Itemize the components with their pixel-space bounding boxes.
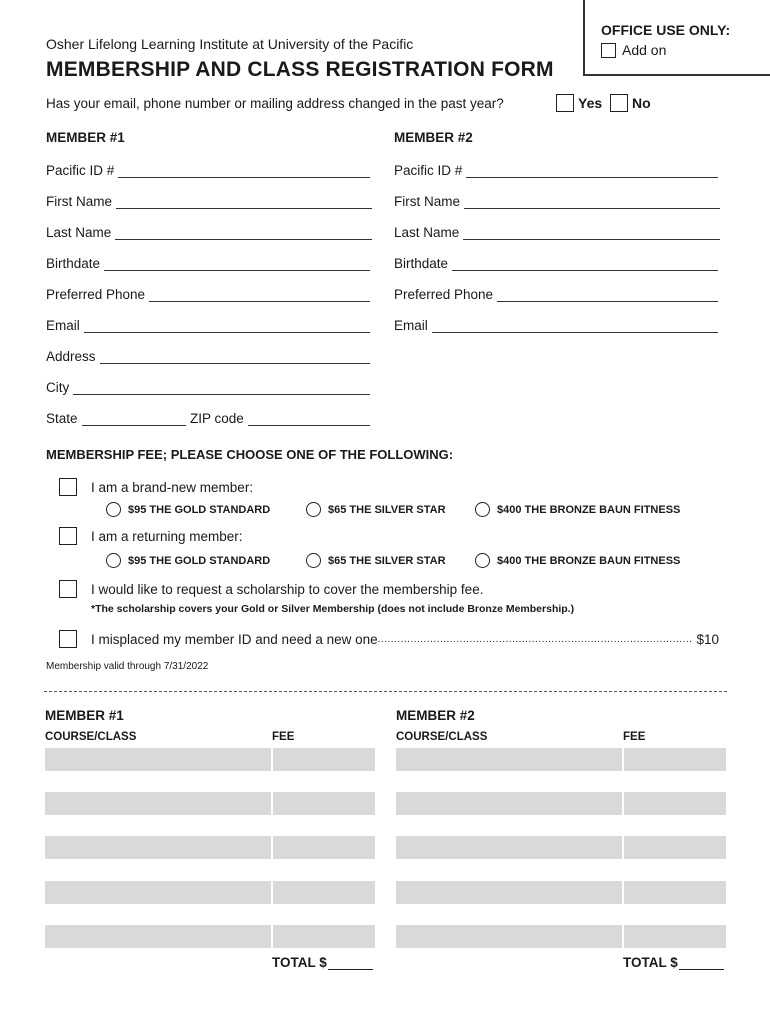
office-use-title: OFFICE USE ONLY: (601, 22, 731, 38)
field-label: Birthdate (394, 256, 449, 271)
yes-label: Yes (578, 95, 603, 111)
field-label: Last Name (394, 225, 460, 240)
field-line (84, 320, 370, 333)
member2-fee-cell[interactable] (624, 925, 726, 948)
member1-last-name-field[interactable] (46, 222, 372, 240)
radio-button[interactable] (106, 553, 121, 568)
returning-silver-radio-option[interactable] (306, 553, 446, 568)
add-on-label: Add on (622, 42, 667, 58)
member1-course-cell[interactable] (45, 925, 271, 948)
radio-button[interactable] (475, 553, 490, 568)
field-label: First Name (394, 194, 461, 209)
add-on-checkbox[interactable] (601, 43, 616, 58)
radio-button[interactable] (475, 502, 490, 517)
member1-course-cell[interactable] (45, 836, 271, 859)
radio-label: $400 THE BRONZE BAUN FITNESS (497, 503, 681, 516)
member1-address-field[interactable] (46, 346, 370, 364)
field-label: Birthdate (46, 256, 101, 271)
member2-course-cell[interactable] (396, 881, 622, 904)
member2-course-cell[interactable] (396, 925, 622, 948)
yes-option (556, 94, 602, 112)
member2-fee-cell[interactable] (624, 748, 726, 771)
member1-fee-cell[interactable] (273, 925, 375, 948)
misplaced-id-price: $10 (696, 631, 719, 647)
new-member-option (59, 478, 253, 496)
member1-course-cell[interactable] (45, 748, 271, 771)
radio-label: $95 THE GOLD STANDARD (128, 554, 271, 567)
misplaced-id-checkbox[interactable] (59, 630, 77, 648)
member2-course-cell[interactable] (396, 792, 622, 815)
member1-heading: MEMBER #1 (46, 130, 125, 145)
field-label: Preferred Phone (394, 287, 494, 302)
field-line (432, 320, 718, 333)
returning-member-checkbox[interactable] (59, 527, 77, 545)
member2-first-name-field[interactable] (394, 191, 720, 209)
radio-button[interactable] (306, 553, 321, 568)
field-label: Last Name (46, 225, 112, 240)
radio-button[interactable] (306, 502, 321, 517)
member2-phone-field[interactable] (394, 284, 718, 302)
field-line (497, 289, 718, 302)
field-label: Email (394, 318, 428, 333)
field-line (100, 351, 370, 364)
member1-city-field[interactable] (46, 377, 370, 395)
field-label: State (46, 411, 78, 426)
member1-phone-field[interactable] (46, 284, 370, 302)
office-use-box (583, 0, 770, 76)
misplaced-id-option (59, 630, 719, 648)
field-line (82, 413, 186, 426)
field-line (104, 258, 370, 271)
member1-birthdate-field[interactable] (46, 253, 370, 271)
member2-course-cell[interactable] (396, 748, 622, 771)
total-label: TOTAL $ (272, 955, 327, 970)
scholarship-option (59, 580, 483, 598)
radio-label: $65 THE SILVER STAR (328, 554, 446, 567)
field-label: City (46, 380, 70, 395)
returning-bronze-radio-option[interactable] (475, 553, 680, 568)
leader-dots: ................................................................................................ (377, 633, 693, 645)
yes-checkbox[interactable] (556, 94, 574, 112)
member1-fee-cell[interactable] (273, 748, 375, 771)
member1-total[interactable] (272, 955, 373, 970)
new-member-checkbox[interactable] (59, 478, 77, 496)
member1-first-name-field[interactable] (46, 191, 372, 209)
add-on-option (601, 42, 666, 58)
field-line (248, 413, 370, 426)
member2-fee-cell[interactable] (624, 792, 726, 815)
member2-pacific-id-field[interactable] (394, 160, 718, 178)
new-gold-radio-option[interactable] (106, 502, 270, 517)
member1-fee-column-header: FEE (272, 731, 295, 743)
field-label: Pacific ID # (394, 163, 463, 178)
member1-fee-cell[interactable] (273, 881, 375, 904)
returning-gold-radio-option[interactable] (106, 553, 270, 568)
member1-fee-cell[interactable] (273, 792, 375, 815)
cut-line-divider (44, 691, 727, 692)
contact-change-question: Has your email, phone number or mailing address changed in the past year? (46, 96, 504, 111)
member2-last-name-field[interactable] (394, 222, 720, 240)
field-label: Pacific ID # (46, 163, 115, 178)
member2-total[interactable] (623, 955, 724, 970)
new-silver-radio-option[interactable] (306, 502, 446, 517)
radio-button[interactable] (106, 502, 121, 517)
returning-member-label: I am a returning member: (91, 528, 243, 544)
field-line (149, 289, 370, 302)
field-label: ZIP code (190, 411, 244, 426)
field-line (73, 382, 370, 395)
member1-zip-field[interactable] (190, 408, 370, 426)
new-bronze-radio-option[interactable] (475, 502, 680, 517)
classes-member2-heading: MEMBER #2 (396, 708, 475, 723)
organization-name: Osher Lifelong Learning Institute at University of the Pacific (46, 36, 414, 52)
member2-fee-cell[interactable] (624, 836, 726, 859)
radio-label: $95 THE GOLD STANDARD (128, 503, 271, 516)
total-label: TOTAL $ (623, 955, 678, 970)
field-label: Address (46, 349, 96, 364)
radio-label: $65 THE SILVER STAR (328, 503, 446, 516)
no-label: No (632, 95, 651, 111)
field-line (463, 227, 720, 240)
field-line (466, 165, 718, 178)
scholarship-note: *The scholarship covers your Gold or Silver Membership (does not include Bronze Membership.) (91, 603, 575, 615)
misplaced-id-label: I misplaced my member ID and need a new one (91, 631, 378, 647)
member2-email-field[interactable] (394, 315, 718, 333)
scholarship-checkbox[interactable] (59, 580, 77, 598)
membership-fee-heading: MEMBERSHIP FEE; PLEASE CHOOSE ONE OF THE FOLLOWING: (46, 447, 454, 462)
membership-valid-note: Membership valid through 7/31/2022 (46, 661, 209, 672)
member1-course-cell[interactable] (45, 881, 271, 904)
field-line (115, 227, 372, 240)
field-label: Email (46, 318, 80, 333)
field-label: Preferred Phone (46, 287, 146, 302)
scholarship-label: I would like to request a scholarship to cover the membership fee. (91, 581, 484, 597)
field-line (452, 258, 718, 271)
member2-course-cell[interactable] (396, 836, 622, 859)
field-label: First Name (46, 194, 113, 209)
member1-state-field[interactable] (46, 408, 186, 426)
new-member-label: I am a brand-new member: (91, 479, 254, 495)
member1-email-field[interactable] (46, 315, 370, 333)
member1-pacific-id-field[interactable] (46, 160, 370, 178)
no-checkbox[interactable] (610, 94, 628, 112)
total-line (679, 957, 724, 970)
radio-label: $400 THE BRONZE BAUN FITNESS (497, 554, 681, 567)
member1-course-column-header: COURSE/CLASS (45, 731, 137, 743)
field-line (116, 196, 372, 209)
form-title: MEMBERSHIP AND CLASS REGISTRATION FORM (46, 58, 554, 81)
classes-member1-heading: MEMBER #1 (45, 708, 124, 723)
member1-fee-cell[interactable] (273, 836, 375, 859)
field-line (464, 196, 720, 209)
member2-course-column-header: COURSE/CLASS (396, 731, 488, 743)
total-line (328, 957, 373, 970)
no-option (610, 94, 651, 112)
field-line (118, 165, 370, 178)
member2-fee-cell[interactable] (624, 881, 726, 904)
member2-fee-column-header: FEE (623, 731, 646, 743)
member2-birthdate-field[interactable] (394, 253, 718, 271)
member2-heading: MEMBER #2 (394, 130, 473, 145)
returning-member-option (59, 527, 243, 545)
member1-course-cell[interactable] (45, 792, 271, 815)
